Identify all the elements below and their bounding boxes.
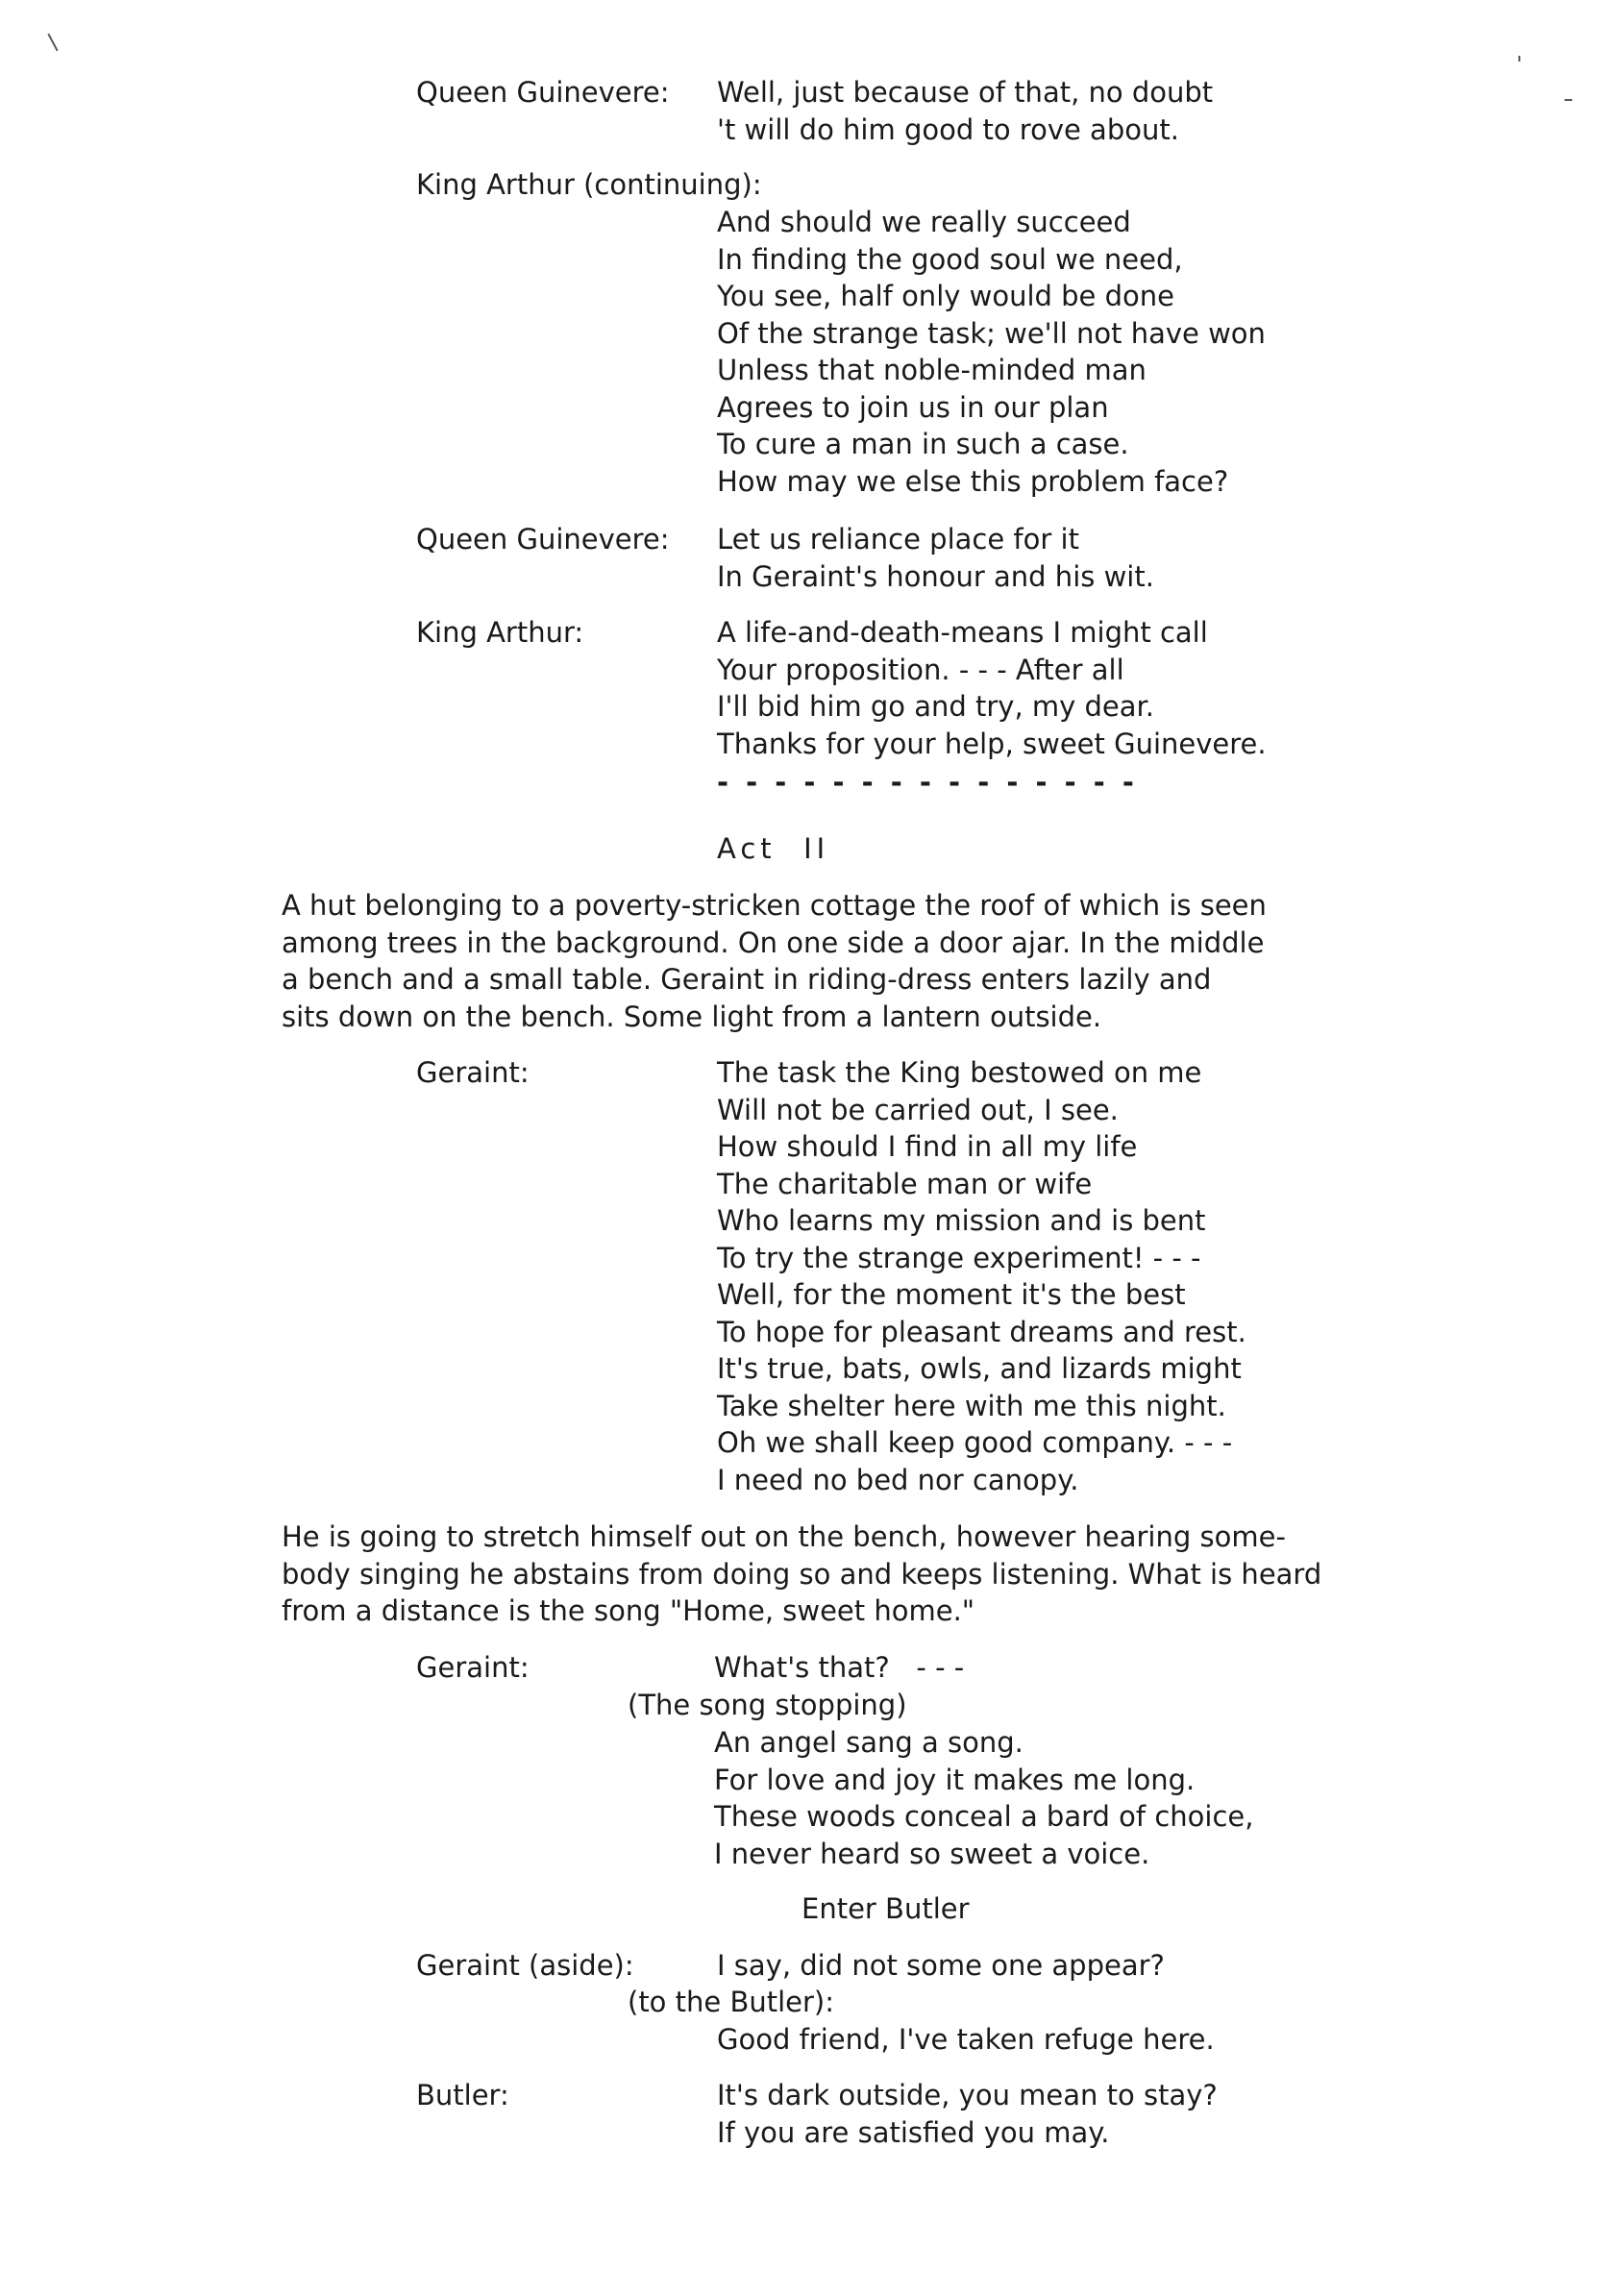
prose-line: a bench and a small table. Geraint in riding-dress enters lazily and [282, 963, 1212, 996]
verse-line: I say, did not some one appear? [717, 1949, 1165, 1982]
verse-line: And should we really succeed [717, 206, 1131, 238]
verse-line: Take shelter here with me this night. [717, 1389, 1226, 1422]
verse-line: Well, just because of that, no doubt [717, 76, 1214, 109]
speaker-name: Geraint: [416, 1056, 530, 1089]
verse-line: Well, for the moment it's the best [717, 1278, 1186, 1311]
sub-direction: (The song stopping) [628, 1689, 907, 1721]
scan-mark [1565, 99, 1572, 101]
verse-line: Let us reliance place for it [717, 523, 1079, 555]
verse-lines [717, 2077, 1218, 2151]
act-heading: Act II [717, 832, 830, 865]
verse-line: It's true, bats, owls, and lizards might [717, 1352, 1242, 1385]
verse-line: These woods conceal a bard of choice, [714, 1800, 1254, 1833]
verse-line: Will not be carried out, I see. [717, 1093, 1119, 1126]
speaker-name: Butler: [416, 2079, 509, 2111]
verse-line: An angel sang a song. [714, 1726, 1023, 1759]
verse-line: Of the strange task; we'll not have won [717, 316, 1266, 350]
verse-line: In finding the good soul we need, [717, 242, 1183, 276]
verse-line: How should I find in all my life [717, 1130, 1138, 1163]
verse-line: Agrees to join us in our plan [717, 390, 1109, 424]
prose-line: from a distance is the song "Home, sweet home." [282, 1594, 975, 1627]
verse-lines [714, 1724, 1253, 1872]
verse-lines [714, 1649, 964, 1687]
entrance-direction: Enter Butler [802, 1892, 970, 1925]
prose-line: He is going to stretch himself out on the bench, however hearing some- [282, 1520, 1286, 1553]
stage-direction [282, 1518, 1321, 1630]
prose-line: A hut belonging to a poverty-stricken cottage the roof of which is seen [282, 889, 1267, 922]
verse-line: I never heard so sweet a voice. [714, 1837, 1150, 1870]
speaker-name: Queen Guinevere: [416, 523, 670, 555]
sub-direction: (to the Butler): [628, 1986, 835, 2018]
verse-lines [717, 1054, 1246, 1498]
dash-rule: - - - - - - - - - - - - - - - [717, 766, 1138, 799]
verse-line: The task the King bestowed on me [717, 1056, 1202, 1089]
stage-direction [282, 887, 1267, 1035]
verse-line: It's dark outside, you mean to stay? [717, 2079, 1218, 2111]
verse-line: Thanks for your help, sweet Guinevere. [717, 727, 1267, 760]
verse-line: To try the strange experiment! - - - [717, 1241, 1201, 1274]
verse-line: Your proposition. - - - After all [717, 653, 1124, 686]
verse-lines [717, 1947, 1165, 1985]
verse-line: Oh we shall keep good company. - - - [717, 1426, 1233, 1459]
verse-lines [717, 614, 1267, 762]
prose-line: sits down on the bench. Some light from a lantern outside. [282, 1000, 1102, 1033]
speaker-name: King Arthur: [416, 616, 584, 649]
verse-line: I'll bid him go and try, my dear. [717, 690, 1155, 723]
verse-line: Who learns my mission and is bent [717, 1204, 1206, 1237]
speaker-name: Geraint: [416, 1651, 530, 1684]
verse-line: I need no bed nor canopy. [717, 1463, 1079, 1496]
verse-lines [717, 521, 1154, 595]
prose-line: body singing he abstains from doing so and keeps listening. What is heard [282, 1557, 1322, 1591]
verse-line: 't will do him good to rove about. [717, 112, 1179, 146]
verse-line: Good friend, I've taken refuge here. [717, 2023, 1215, 2056]
verse-line: If you are satisfied you may. [717, 2115, 1110, 2149]
verse-line: For love and joy it makes me long. [714, 1763, 1196, 1796]
verse-lines [717, 204, 1266, 500]
speaker-name: Queen Guinevere: [416, 76, 670, 109]
speaker-name: Geraint (aside): [416, 1949, 634, 1982]
speaker-name: King Arthur (continuing): [416, 168, 762, 201]
scan-mark [1518, 56, 1520, 62]
verse-line: How may we else this problem face? [717, 464, 1229, 498]
verse-line: To cure a man in such a case. [717, 428, 1129, 460]
verse-line: Unless that noble-minded man [717, 354, 1147, 386]
verse-line: What's that? - - - [714, 1651, 965, 1684]
verse-line: You see, half only would be done [717, 280, 1174, 312]
verse-line: In Geraint's honour and his wit. [717, 559, 1154, 593]
verse-line: A life-and-death-means I might call [717, 616, 1208, 649]
verse-line: To hope for pleasant dreams and rest. [717, 1315, 1246, 1348]
verse-line: The charitable man or wife [717, 1167, 1093, 1200]
verse-lines [717, 2021, 1215, 2059]
scan-mark [47, 34, 58, 52]
verse-lines [717, 74, 1213, 148]
prose-line: among trees in the background. On one side a door ajar. In the middle [282, 926, 1265, 959]
